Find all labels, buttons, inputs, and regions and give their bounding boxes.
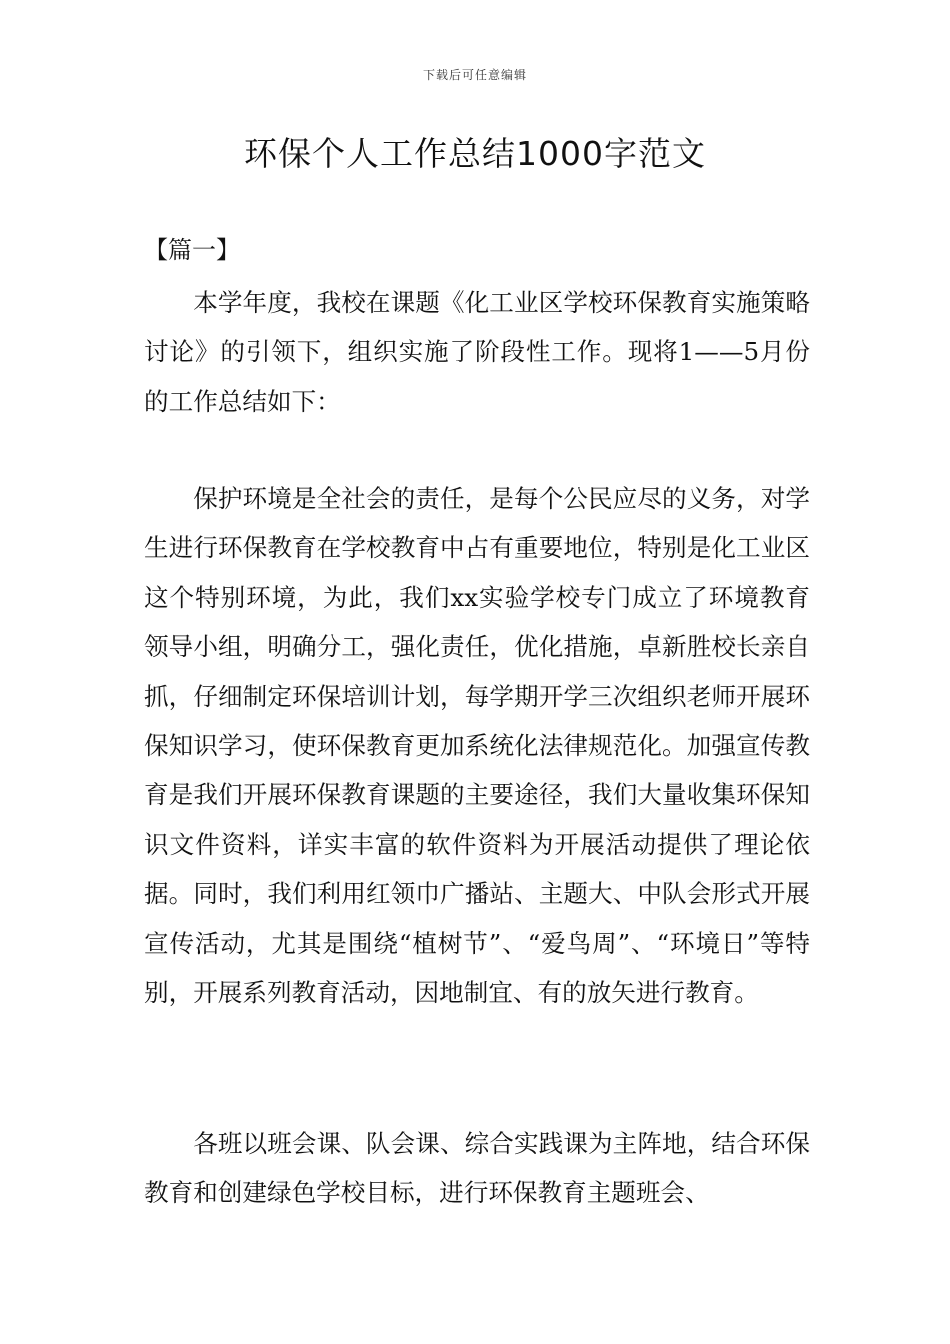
document-title: 环保个人工作总结1000字范文 [244, 134, 706, 173]
paragraph-class-activities: 各班以班会课、队会课、综合实践课为主阵地，结合环保教育和创建绿色学校目标，进行环保教育主题班会、 [144, 1129, 810, 1208]
header-note: 下载后可任意编辑 [422, 68, 527, 82]
paragraph-intro: 本学年度，我校在课题《化工业区学校环保教育实施策略讨论》的引领下，组织实施了阶段性工作。现将1——5月份的工作总结如下： [144, 288, 810, 416]
paragraph-environment-education: 保护环境是全社会的责任，是每个公民应尽的义务，对学生进行环保教育在学校教育中占有重要地位，特别是化工业区这个特别环境，为此，我们xx实验学校专门成立了环境教育领导小组，明确分工，强化责任，优化措施，卓新胜校长亲自抓，仔细制定环保培训计划，每学期开学三次组织老师开展环保知识学习，使环保教育更加系统化法律规范化。加强宣传教育是我们开展环保教育课题的主要途径，我们大量收集环保知识文件资料，详实丰富的软件资料为开展活动提供了理论依据。同时，我们利用红领巾广播站、主题大、中队会形式开展宣传活动，尤其是围绕“植树节”、“爱鸟周”、“环境日”等特别，开展系列教育活动，因地制宜、有的放矢进行教育。 [144, 484, 810, 1008]
section-label: 【篇一】 [144, 236, 240, 264]
